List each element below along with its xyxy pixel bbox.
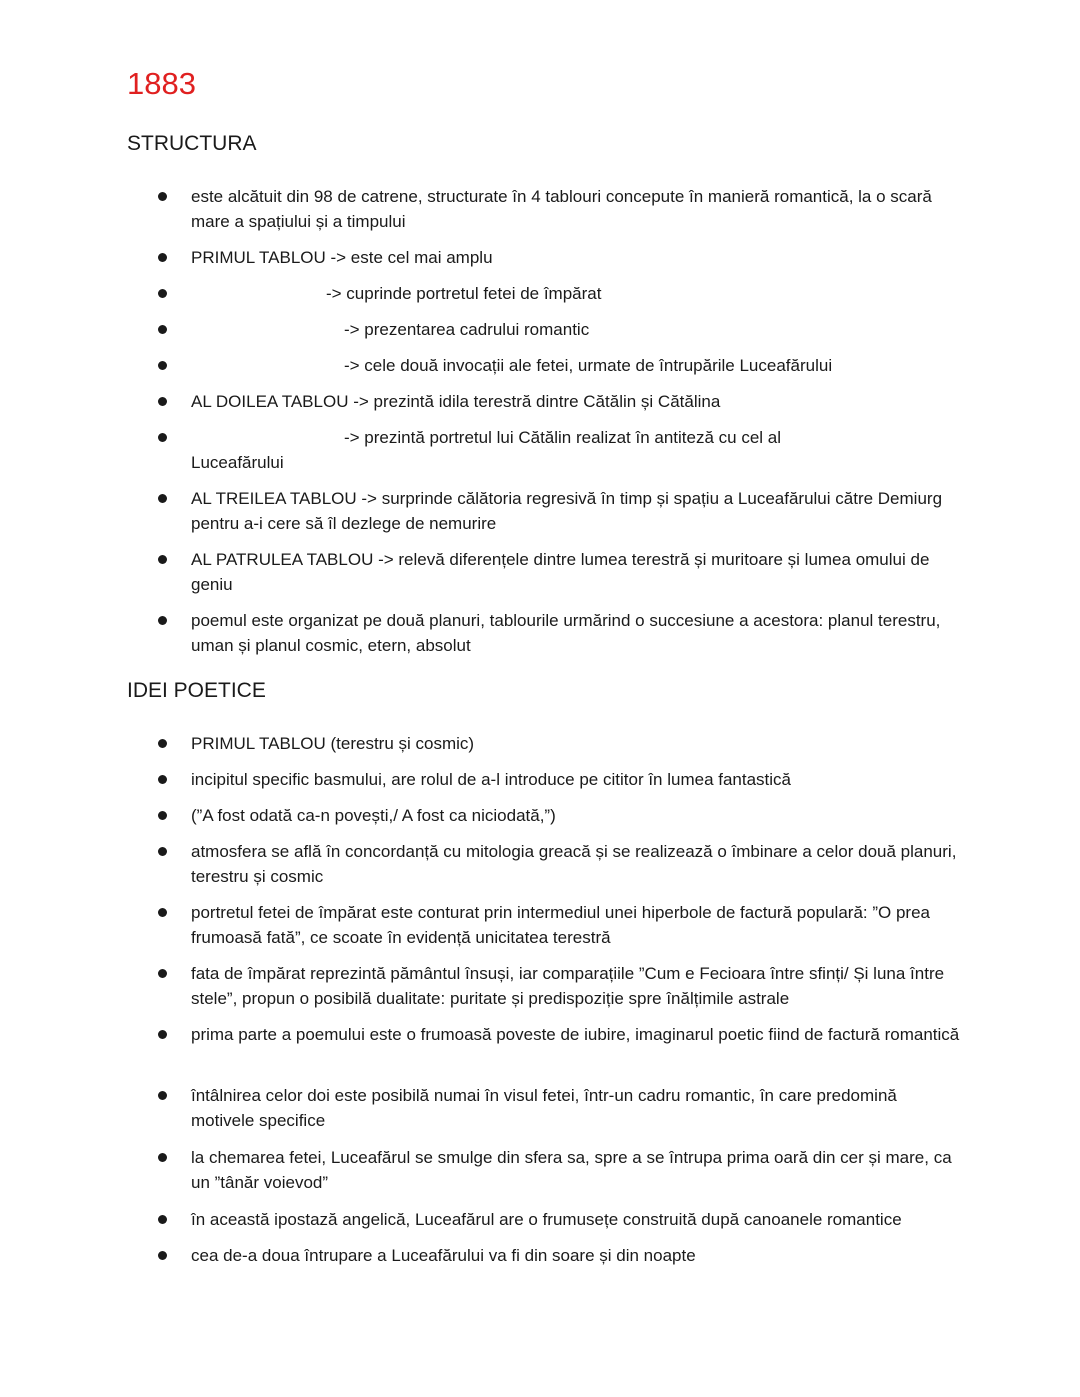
bullet-icon	[158, 433, 167, 442]
structura-item	[191, 547, 961, 597]
structura-item	[191, 353, 961, 378]
idei-poetice-item-text: prima parte a poemului este o frumoasă poveste de iubire, imaginarul poetic fiind de factură romantică	[191, 1025, 960, 1044]
structura-item	[191, 608, 961, 658]
bullet-icon	[158, 325, 167, 334]
bullet-icon	[158, 1215, 167, 1224]
bullet-icon	[158, 253, 167, 262]
idei-poetice-item-text: atmosfera se află în concordanță cu mitologia greacă și se realizează o îmbinare a celor două planuri, terestru și cosmic	[191, 842, 957, 886]
bullet-icon	[158, 775, 167, 784]
bullet-icon	[158, 811, 167, 820]
section-heading-structura: STRUCTURA	[127, 132, 257, 155]
bullet-icon	[158, 1091, 167, 1100]
idei-poetice-item	[191, 961, 961, 1011]
structura-item	[191, 281, 961, 306]
bullet-icon	[158, 192, 167, 201]
bullet-icon	[158, 397, 167, 406]
idei-poetice-item-text: cea de-a doua întrupare a Luceafărului va fi din soare și din noapte	[191, 1246, 696, 1265]
structura-item	[191, 184, 961, 234]
structura-item-text: -> prezintă portretul lui Cătălin realizat în antiteză cu cel al Luceafărului	[191, 428, 782, 472]
bullet-icon	[158, 616, 167, 625]
idei-poetice-item	[191, 900, 961, 950]
idei-poetice-item-text: întâlnirea celor doi este posibilă numai în visul fetei, într-un cadru romantic, în care predomină motivele specifice	[191, 1086, 897, 1130]
structura-item	[191, 317, 961, 342]
idei-poetice-item-text: la chemarea fetei, Luceafărul se smulge din sfera sa, spre a se întrupa prima oară din cer și mare, ca un ”tânăr voievod”	[191, 1148, 952, 1192]
bullet-icon	[158, 739, 167, 748]
idei-poetice-item	[191, 1243, 961, 1268]
structura-item-text: -> prezentarea cadrului romantic	[344, 320, 590, 339]
idei-poetice-item	[191, 767, 961, 792]
idei-poetice-item-text: portretul fetei de împărat este conturat prin intermediul unei hiperbole de factură populară: ”O prea frumoasă fată”, ce scoate în evidență unicitatea terestră	[191, 903, 930, 947]
idei-poetice-item-text: (”A fost odată ca-n povești,/ A fost ca niciodată,”)	[191, 806, 556, 825]
bullet-icon	[158, 361, 167, 370]
structura-item-text: AL DOILEA TABLOU -> prezintă idila terestră dintre Cătălin și Cătălina	[191, 392, 721, 411]
bullet-icon	[158, 1153, 167, 1162]
structura-item-text: poemul este organizat pe două planuri, tablourile urmărind o succesiune a acestora: planul terestru, uman și planul cosmic, etern, absolut	[191, 611, 941, 655]
structura-item	[191, 245, 961, 270]
idei-poetice-item	[191, 1207, 961, 1232]
idei-poetice-item	[191, 731, 961, 756]
bullet-icon	[158, 969, 167, 978]
structura-item-text: este alcătuit din 98 de catrene, structurate în 4 tablouri concepute în manieră romantică, la o scară mare a spațiului și a timpului	[191, 187, 932, 231]
idei-poetice-item-text: PRIMUL TABLOU (terestru și cosmic)	[191, 734, 475, 753]
bullet-icon	[158, 1251, 167, 1260]
idei-poetice-item	[191, 1083, 961, 1133]
document-year-title: 1883	[127, 66, 196, 101]
structura-item-text: -> cele două invocații ale fetei, urmate de întrupările Luceafărului	[344, 356, 833, 375]
idei-poetice-item-text: în această ipostază angelică, Luceafărul are o frumusețe construită după canoanele romantice	[191, 1210, 902, 1229]
idei-poetice-item	[191, 803, 961, 828]
bullet-icon	[158, 1030, 167, 1039]
structura-item	[191, 389, 961, 414]
section-heading-idei-poetice: IDEI POETICE	[127, 679, 266, 702]
bullet-icon	[158, 555, 167, 564]
bullet-icon	[158, 494, 167, 503]
bullet-icon	[158, 289, 167, 298]
idei-poetice-item	[191, 839, 961, 889]
bullet-icon	[158, 908, 167, 917]
structura-item-text: -> cuprinde portretul fetei de împărat	[326, 284, 602, 303]
structura-item-text: PRIMUL TABLOU -> este cel mai amplu	[191, 248, 493, 267]
idei-poetice-item-text: fata de împărat reprezintă pământul însuși, iar comparațiile ”Cum e Fecioara între sfinți/ Și luna între stele”, propun o posibilă dualitate: puritate și predispoziție spre înălțimile astrale	[191, 964, 945, 1008]
structura-item	[191, 486, 961, 536]
structura-item-text: AL TREILEA TABLOU -> surprinde călătoria regresivă în timp și spațiu a Luceafărului către Demiurg pentru a-i cere să îl dezlege de nemurire	[191, 489, 943, 533]
bullet-icon	[158, 847, 167, 856]
idei-poetice-item-text: incipitul specific basmului, are rolul de a-l introduce pe cititor în lumea fantastică	[191, 770, 792, 789]
idei-poetice-item	[191, 1145, 961, 1195]
structura-item-text: AL PATRULEA TABLOU -> relevă diferențele dintre lumea terestră și muritoare și lumea omului de geniu	[191, 550, 930, 594]
structura-item	[191, 425, 831, 475]
idei-poetice-item	[191, 1022, 961, 1047]
